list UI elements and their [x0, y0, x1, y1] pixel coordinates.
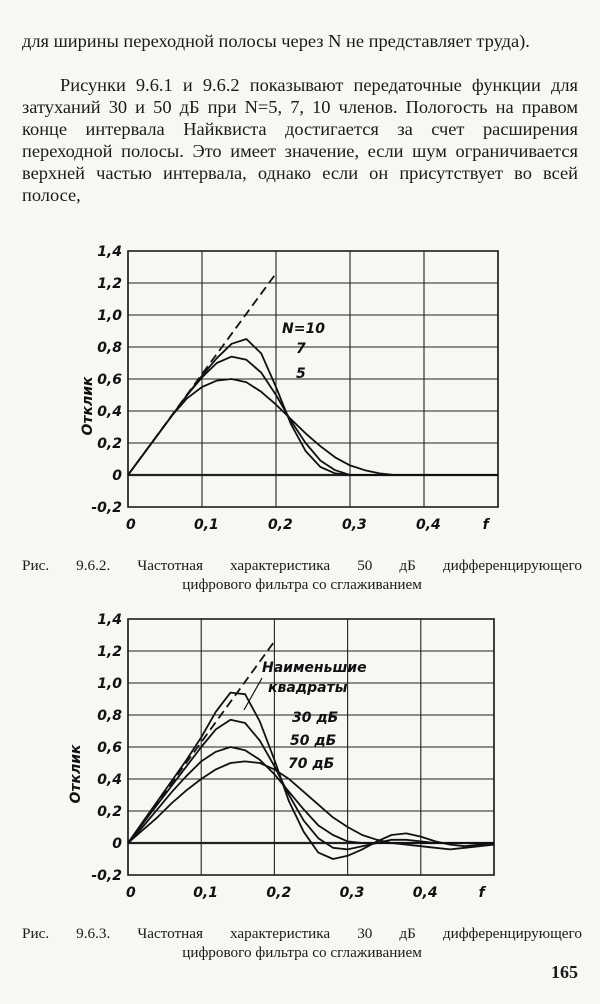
caption-9-6-2: [22, 556, 582, 594]
x-tick-label: f: [478, 885, 485, 901]
caption-9-6-3-line2: цифрового фильтра со сглаживанием: [182, 944, 422, 961]
x-tick-label: 0,3: [342, 517, 367, 533]
series-label: 30 дБ: [292, 710, 339, 726]
y-tick-label: 0,2: [97, 436, 122, 452]
paragraph-main: Рисунки 9.6.1 и 9.6.2 показывают передаточные функции для затуханий 30 и 50 дБ при N=5, 7, 10 членов. Пологость на правом конце интервала Найквиста достигается за счет расширения переходной полосы. Это имеет значение, если шум ограничивается верхней частью интервала, однако если он присутствует во всей полосе,: [22, 75, 578, 205]
x-tick-label: 0,2: [266, 885, 292, 901]
series-label: 5: [296, 366, 306, 382]
chart-annotation: Наименьшие: [262, 660, 367, 676]
chart-annotation: квадраты: [268, 680, 348, 696]
x-tick-label: 0,3: [339, 885, 365, 901]
y-tick-label: 1,0: [97, 308, 122, 324]
y-tick-label: 1,2: [97, 276, 122, 292]
series-line: [128, 761, 494, 849]
page-number: 165: [551, 962, 578, 982]
y-axis-label: Отклик: [68, 744, 84, 804]
caption-9-6-3: [22, 924, 582, 962]
y-tick-label: 0,2: [97, 804, 122, 820]
series-label: 7: [296, 341, 306, 357]
y-tick-label: 0,6: [97, 372, 122, 388]
x-tick-label: 0,1: [193, 885, 219, 901]
paragraph-continuation: для ширины переходной полосы через N не представляет труда).: [22, 31, 530, 51]
y-tick-label: 0,8: [97, 340, 122, 356]
x-tick-label: 0,2: [268, 517, 293, 533]
caption-9-6-2-line1: Рис. 9.6.2. Частотная характеристика 50 дБ дифференцирующего: [22, 557, 582, 574]
x-tick-label: 0: [126, 885, 136, 901]
y-tick-label: 1,2: [97, 644, 122, 660]
y-tick-label: 1,4: [97, 612, 122, 628]
chart-9-6-3: [0, 604, 600, 916]
x-tick-label: 0,1: [194, 517, 219, 533]
y-tick-label: -0,2: [91, 500, 122, 516]
y-tick-label: 0: [112, 836, 122, 852]
figure-9-6-3: [0, 604, 600, 916]
x-tick-label: 0: [126, 517, 136, 533]
series-label: N=10: [282, 321, 325, 337]
y-axis-label: Отклик: [80, 376, 96, 436]
y-tick-label: 1,4: [97, 244, 122, 260]
series-line: [128, 357, 498, 475]
x-tick-label: 0,4: [412, 885, 438, 901]
series-label: 50 дБ: [290, 733, 337, 749]
series-label: 70 дБ: [288, 756, 335, 772]
chart-9-6-2: [0, 236, 600, 548]
caption-9-6-2-line2: цифрового фильтра со сглаживанием: [182, 576, 422, 593]
series-line: [128, 379, 498, 475]
y-tick-label: -0,2: [91, 868, 122, 884]
series-line: [128, 339, 498, 475]
x-tick-label: 0,4: [416, 517, 441, 533]
y-tick-label: 0,6: [97, 740, 122, 756]
y-tick-label: 0,8: [97, 708, 122, 724]
figure-9-6-2: [0, 236, 600, 548]
x-tick-label: f: [482, 517, 489, 533]
y-tick-label: 0,4: [97, 772, 122, 788]
caption-9-6-3-line1: Рис. 9.6.3. Частотная характеристика 30 дБ дифференцирующего: [22, 925, 582, 942]
y-tick-label: 1,0: [97, 676, 122, 692]
y-tick-label: 0,4: [97, 404, 122, 420]
y-tick-label: 0: [112, 468, 122, 484]
